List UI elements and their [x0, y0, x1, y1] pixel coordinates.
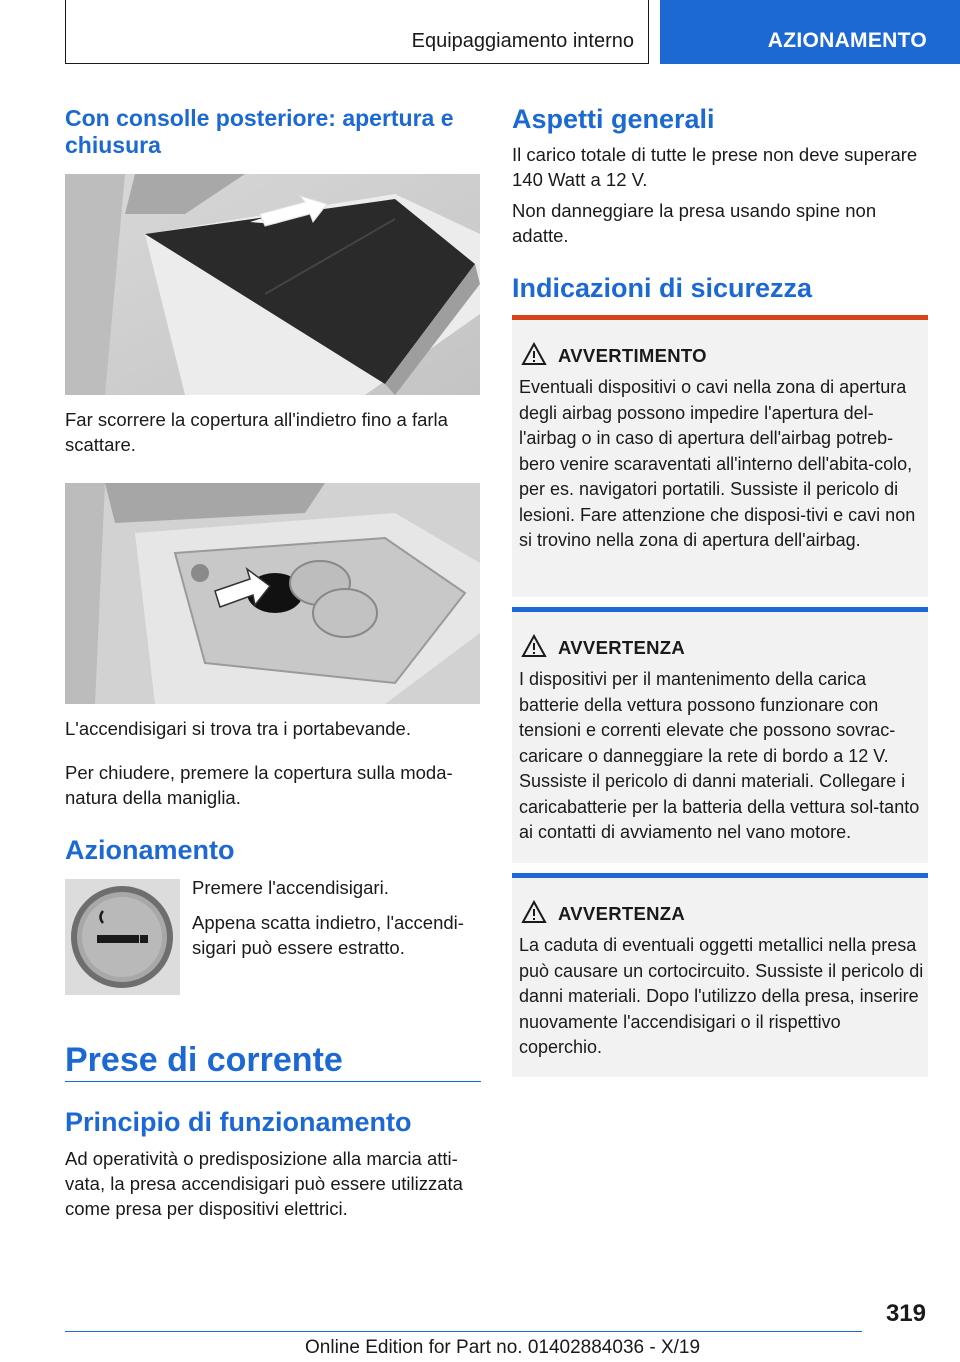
warning-box-metal-objects — [512, 873, 928, 1077]
heading-azionamento: Azionamento — [65, 835, 235, 865]
page-number: 319 — [885, 1300, 926, 1327]
warning-text: La caduta di eventuali oggetti metallici nella presa può causare un cortocircuito. Sussiste il pericolo di danni materiali. Dopo l'utilizzo della presa, inserire nuovamente l'accendisigari o il rispettivo coperchio. — [519, 935, 924, 1057]
photo-cigarette-lighter — [65, 483, 480, 704]
text-lighter-eject: Appena scatta indietro, l'accendi-sigari può essere estratto. — [192, 912, 464, 958]
photo-console-cover — [65, 174, 480, 395]
warning-text: I dispositivi per il mantenimento della carica batterie della vettura possono funzionare con tensioni e correnti elevate che possono sovrac-caricare o danneggiare la rete di bordo a 12 V. Sussiste il pericolo di danni materiali. Collegare i caricabatterie per la batteria della vettura sol-tanto ai contatti di avviamento nel vano motore. — [519, 669, 920, 842]
heading-prese-di-corrente: Prese di corrente — [65, 1041, 343, 1079]
heading-sicurezza: Indicazioni di sicurezza — [512, 273, 813, 303]
heading-principio: Principio di funzionamento — [65, 1107, 412, 1137]
lighter-button-image — [65, 879, 180, 995]
warning-title: AVVERTIMENTO — [558, 345, 707, 366]
heading-consolle: Con consolle posteriore: apertura e chiusura — [65, 105, 454, 158]
text-close-cover: Per chiudere, premere la copertura sulla moda-natura della maniglia. — [65, 762, 453, 808]
header-section-box — [65, 0, 649, 64]
warning-box-battery-chargers — [512, 607, 928, 863]
footer-rule — [65, 1331, 862, 1332]
warning-box-airbag — [512, 315, 928, 597]
header-section-title: Equipaggiamento interno — [411, 30, 634, 52]
warning-triangle-icon — [521, 634, 547, 658]
text-principio: Ad operatività o predisposizione alla marcia atti-vata, la presa accendisigari può essere utilizzata come presa per dispositivi elettrici. — [65, 1148, 463, 1219]
text-slide-cover: Far scorrere la copertura all'indietro fino a farla scattare. — [65, 409, 448, 455]
header-chapter-title: AZIONAMENTO — [767, 29, 927, 52]
text-no-damage: Non danneggiare la presa usando spine non adatte. — [512, 200, 877, 246]
text-total-load: Il carico totale di tutte le prese non deve superare 140 Watt a 12 V. — [512, 144, 918, 190]
warning-title: AVVERTENZA — [558, 637, 686, 658]
warning-title: AVVERTENZA — [558, 903, 686, 924]
warning-triangle-icon — [521, 900, 547, 924]
text-press-lighter: Premere l'accendisigari. — [192, 877, 389, 898]
footer-edition: Online Edition for Part no. 01402884036 - X/19 — [305, 1337, 701, 1358]
text-lighter-location: L'accendisigari si trova tra i portabevande. — [65, 718, 411, 739]
heading-aspetti-generali: Aspetti generali — [512, 104, 715, 134]
header-chapter-tab[interactable] — [660, 0, 960, 64]
heading-rule — [65, 1081, 481, 1082]
warning-text: Eventuali dispositivi o cavi nella zona di apertura degli airbag possono impedire l'apertura del-l'airbag o in caso di apertura dell'airbag potreb-bero venire scaraventati all'interno dell'abita-colo, per es. navigatori portatili. Sussiste il pericolo di lesioni. Fare attenzione che disposi-tivi e cavi non si trovino nella zona di apertura dell'airbag. — [519, 377, 916, 550]
warning-triangle-icon — [521, 342, 547, 366]
